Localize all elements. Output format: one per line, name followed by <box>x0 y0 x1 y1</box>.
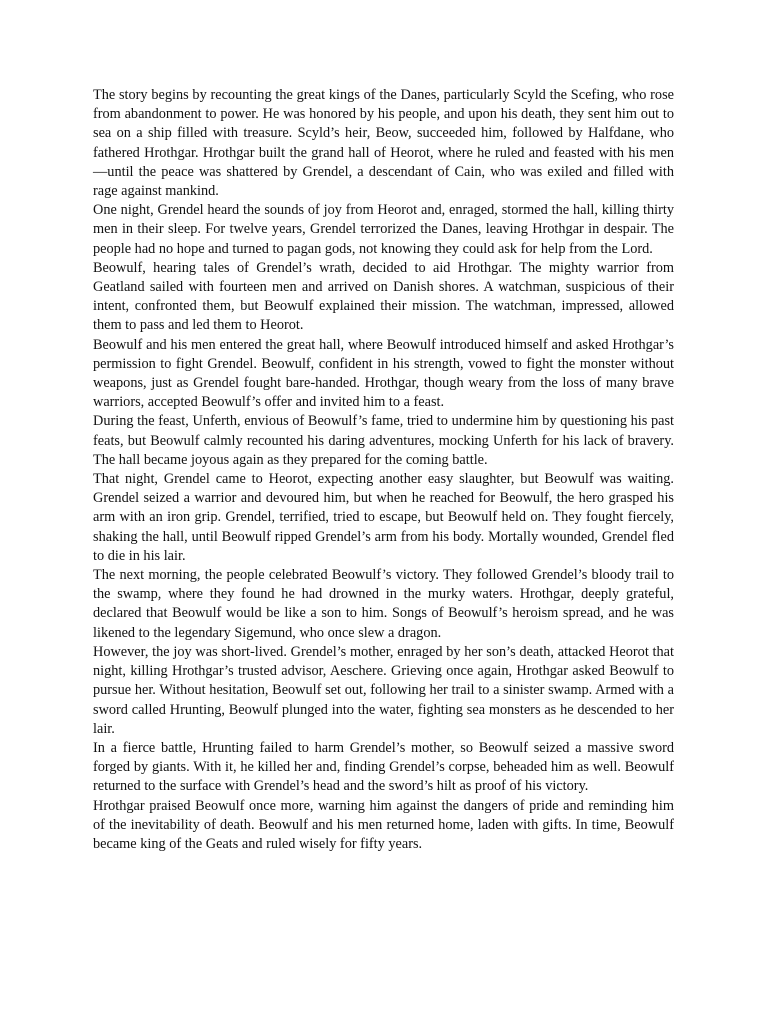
paragraph-unferth: During the feast, Unferth, envious of Beowulf’s fame, tried to undermine him by questioning his past feats, but Beowulf calmly recounted his daring adventures, mocking Unferth for his lack of bravery. The hall became joyous again as they prepared for the coming battle. <box>93 413 674 468</box>
paragraph-scyld: The story begins by recounting the great kings of the Danes, particularly Scyld the Scefing, who rose from abandonment to power. He was honored by his people, and upon his death, they sent him out to sea on a ship filled with treasure. Scyld’s heir, Beow, succeeded him, followed by Halfdane, who fathered Hrothgar. Hrothgar built the grand hall of Heorot, where he ruled and feasted with his men—until the peace was shattered by Grendel, a descendant of Cain, who was exiled and filled with rage against mankind. <box>93 87 674 200</box>
paragraph-grendels-mother: However, the joy was short-lived. Grendel’s mother, enraged by her son’s death, attacked Heorot that night, killing Hrothgar’s trusted advisor, Aeschere. Grieving once again, Hrothgar asked Beowulf to pursue her. Without hesitation, Beowulf set out, following her trail to a sinister swamp. Armed with a sword called Hrunting, Beowulf plunged into the water, fighting sea monsters as he descended to her lair. <box>93 643 674 737</box>
paragraph-great-hall: Beowulf and his men entered the great hall, where Beowulf introduced himself and asked Hrothgar’s permission to fight Grendel. Beowulf, confident in his strength, vowed to fight the monster without weapons, just as Grendel fought bare-handed. Hrothgar, though weary from the loss of many brave warriors, accepted Beowulf’s offer and invited him to a feast. <box>93 336 674 411</box>
paragraph-grendel-attack: One night, Grendel heard the sounds of joy from Heorot and, enraged, stormed the hall, killing thirty men in their sleep. For twelve years, Grendel terrorized the Danes, leaving Hrothgar in despair. The people had no hope and turned to pagan gods, not knowing they could ask for help from the Lord. <box>93 202 674 257</box>
paragraph-ending: Hrothgar praised Beowulf once more, warning him against the dangers of pride and reminding him of the inevitability of death. Beowulf and his men returned home, laden with gifts. In time, Beowulf became king of the Geats and ruled wisely for fifty years. <box>93 797 674 852</box>
paragraph-grendel-battle: That night, Grendel came to Heorot, expecting another easy slaughter, but Beowulf was waiting. Grendel seized a warrior and devoured him, but when he reached for Beowulf, the hero grasped his arm with an iron grip. Grendel, terrified, tried to escape, but Beowulf held on. They fought fiercely, shaking the hall, until Beowulf ripped Grendel’s arm from his body. Mortally wounded, Grendel fled to die in his lair. <box>93 471 674 564</box>
paragraph-celebration: The next morning, the people celebrated Beowulf’s victory. They followed Grendel’s bloody trail to the swamp, where they found he had drowned in the murky waters. Hrothgar, deeply grateful, declared that Beowulf would be like a son to him. Songs of Beowulf’s heroism spread, and he was likened to the legendary Sigemund, who once slew a dragon. <box>93 567 674 641</box>
paragraph-beowulf-arrives: Beowulf, hearing tales of Grendel’s wrath, decided to aid Hrothgar. The mighty warrior from Geatland sailed with fourteen men and arrived on Danish shores. A watchman, suspicious of their intent, confronted them, but Beowulf explained their mission. The watchman, impressed, allowed them to pass and led them to Heorot. <box>93 259 674 334</box>
document-body <box>93 86 674 854</box>
paragraph-hrunting: In a fierce battle, Hrunting failed to harm Grendel’s mother, so Beowulf seized a massive sword forged by giants. With it, he killed her and, finding Grendel’s corpse, beheaded him as well. Beowulf returned to the surface with Grendel’s head and the sword’s hilt as proof of his victory. <box>93 739 674 795</box>
